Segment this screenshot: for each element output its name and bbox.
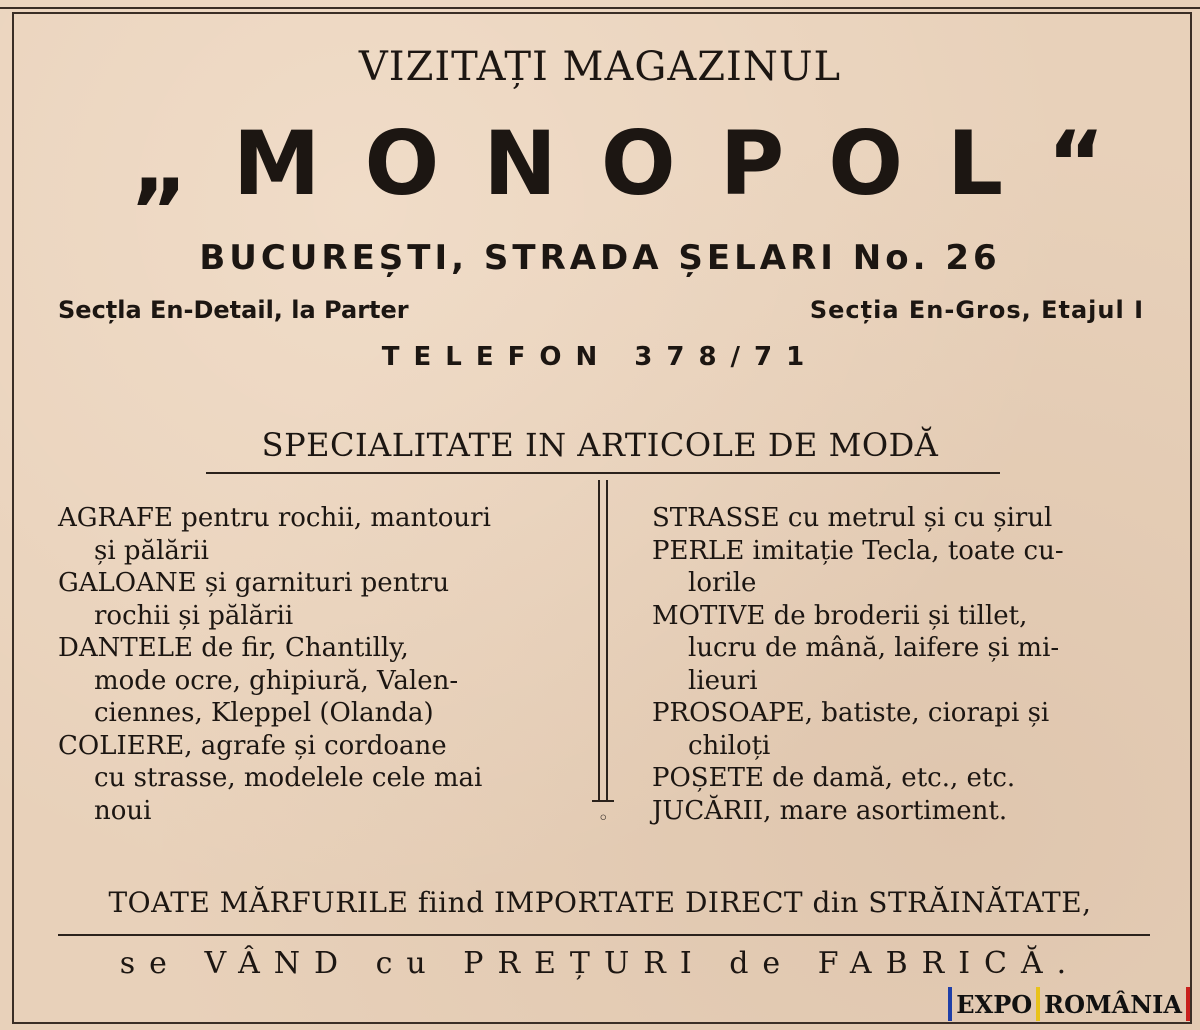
product-description: pentru rochii, mantouri xyxy=(172,503,491,533)
product-description: de damă, etc., etc. xyxy=(763,763,1016,793)
product-category: POȘETE xyxy=(652,763,764,793)
product-item xyxy=(652,600,1152,698)
store-address: BUCUREȘTI, STRADA ȘELARI No. 26 xyxy=(199,238,1001,278)
footer-line-1: TOATE MĂRFURILE fiind IMPORTATE DIRECT din STRĂINĂTATE, xyxy=(108,886,1092,919)
product-description-continued: lieuri xyxy=(688,665,758,696)
watermark-text-right: ROMÂNIA xyxy=(1044,989,1182,1019)
product-description: cu metrul și cu șirul xyxy=(779,503,1053,533)
product-item xyxy=(58,632,558,730)
specialty-heading: SPECIALITATE IN ARTICOLE DE MODĂ xyxy=(261,426,939,464)
column-divider xyxy=(598,480,608,802)
product-description-continued: cu strasse, modelele cele mai xyxy=(94,763,483,793)
product-description-continued: chiloți xyxy=(688,730,771,761)
product-description-continued: și pălării xyxy=(94,535,209,566)
product-description-continued: noui xyxy=(94,795,152,826)
product-item xyxy=(58,502,558,567)
product-item xyxy=(652,795,1152,828)
footer-separator xyxy=(58,934,1150,936)
product-description-continued: rochii și pălării xyxy=(94,600,294,631)
product-item xyxy=(58,567,558,632)
divider-ornament: ◦ xyxy=(598,808,609,829)
product-description: imitație Tecla, toate cu- xyxy=(744,535,1064,566)
product-item xyxy=(652,697,1152,762)
product-description: de broderii și tillet, xyxy=(765,600,1028,631)
product-category: PERLE xyxy=(652,535,745,566)
product-category: PROSOAPE xyxy=(652,698,805,728)
product-category: GALOANE xyxy=(58,568,197,598)
product-category: AGRAFE xyxy=(58,503,173,533)
phone-number: TELEFON 378/71 xyxy=(381,342,819,372)
product-description: și garnituri pentru xyxy=(196,568,450,598)
top-border-line xyxy=(0,7,1200,9)
product-category: JUCĂRII xyxy=(652,795,764,826)
product-description: , agrafe și cordoane xyxy=(184,730,447,761)
product-item xyxy=(652,502,1152,535)
watermark-text-left: EXPO xyxy=(956,989,1033,1019)
store-name: „MONOPOL“ xyxy=(131,112,1149,215)
retail-section: Secțla En-Detail, la Parter xyxy=(58,296,409,324)
product-description-continued: lorile xyxy=(688,568,757,598)
product-category: STRASSE xyxy=(652,503,780,533)
visit-line: VIZITAȚI MAGAZINUL xyxy=(358,44,842,90)
product-description-continued: mode ocre, ghipiură, Valen- xyxy=(94,665,459,696)
flag-red-bar xyxy=(1186,987,1190,1021)
product-description: , mare asortiment. xyxy=(763,795,1008,826)
product-category: DANTELE xyxy=(58,633,193,663)
product-description: de fir, Chantilly, xyxy=(192,633,409,663)
divider-end-mark xyxy=(592,800,614,802)
wholesale-section: Secția En-Gros, Etajul I xyxy=(809,296,1144,324)
product-description: , batiste, ciorapi și xyxy=(804,698,1050,728)
product-category: MOTIVE xyxy=(652,600,766,631)
product-item xyxy=(58,730,558,828)
right-column xyxy=(652,502,1152,827)
footer-line-2: se VÂND cu PREȚURI de FABRICĂ. xyxy=(119,946,1081,981)
heading-underline xyxy=(206,472,1000,474)
product-item xyxy=(652,535,1152,600)
product-description-continued: ciennes, Kleppel (Olanda) xyxy=(94,698,434,728)
expo-romania-watermark xyxy=(948,986,1190,1022)
product-item xyxy=(652,762,1152,795)
product-category: COLIERE xyxy=(58,730,185,761)
product-description-continued: lucru de mână, laifere și mi- xyxy=(688,633,1060,663)
left-column xyxy=(58,502,558,827)
